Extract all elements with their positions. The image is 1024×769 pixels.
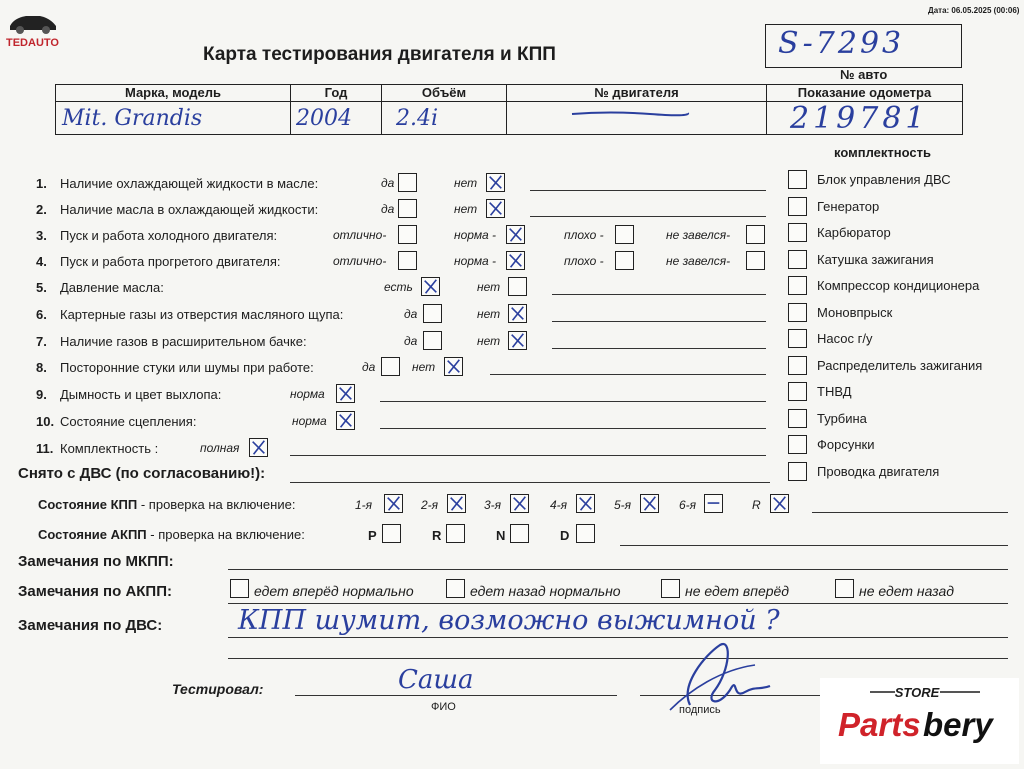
removed-label: Снято с ДВС (по согласованию!): xyxy=(18,465,266,482)
year-header: Год xyxy=(290,84,382,102)
akpp-remark-option: не едет вперёд xyxy=(685,583,790,599)
check-option-checkbox[interactable] xyxy=(508,331,527,350)
engine-number-dash xyxy=(570,108,690,120)
check-question: Посторонние стуки или шумы при работе: xyxy=(60,360,314,375)
check-option-checkbox[interactable] xyxy=(336,384,355,403)
check-question: Комплектность : xyxy=(60,441,159,456)
check-option-checkbox[interactable] xyxy=(506,251,525,270)
check-question: Давление масла: xyxy=(60,280,164,295)
check-question: Пуск и работа холодного двигателя: xyxy=(60,228,278,243)
check-number: 8. xyxy=(36,360,47,375)
akpp-remark-option: едет вперёд нормально xyxy=(254,583,414,599)
akpp-gear-checkbox[interactable] xyxy=(576,524,595,543)
make-value: Mit. Grandis xyxy=(62,106,203,131)
year-value: 2004 xyxy=(296,106,352,131)
check-question: Картерные газы из отверстия масляного щупа: xyxy=(60,307,344,322)
mkpp-remarks-label: Замечания по МКПП: xyxy=(18,553,174,570)
check-option-checkbox[interactable] xyxy=(423,304,442,323)
date-stamp: Дата: 06.05.2025 (00:06) xyxy=(928,6,1020,15)
fio-label: ФИО xyxy=(431,701,456,713)
completeness-item: Форсунки xyxy=(817,437,875,452)
check-option-checkbox[interactable] xyxy=(398,199,417,218)
kpp-gear-label: 4-я xyxy=(550,498,568,512)
completeness-checkbox[interactable] xyxy=(788,303,807,322)
completeness-item: Карбюратор xyxy=(817,225,891,240)
completeness-checkbox[interactable] xyxy=(788,435,807,454)
auto-number-value: S-7293 xyxy=(778,26,905,61)
completeness-checkbox[interactable] xyxy=(788,329,807,348)
check-option-checkbox[interactable] xyxy=(381,357,400,376)
completeness-item: ТНВД xyxy=(817,384,852,399)
kpp-gear-label: 3-я xyxy=(484,498,502,512)
check-option-label: не завелся- xyxy=(666,254,731,268)
check-comment-line xyxy=(380,428,766,429)
akpp-gear-checkbox[interactable] xyxy=(382,524,401,543)
check-number: 2. xyxy=(36,202,47,217)
check-question: Пуск и работа прогретого двигателя: xyxy=(60,254,281,269)
kpp-gear-label: 1-я xyxy=(355,498,373,512)
dvs-remarks-line xyxy=(228,637,1008,638)
check-number: 1. xyxy=(36,176,47,191)
dvs-remarks-label: Замечания по ДВС: xyxy=(18,617,163,634)
fio-line xyxy=(295,695,617,696)
check-number: 5. xyxy=(36,280,47,295)
make-header: Марка, модель xyxy=(55,84,291,102)
akpp-label xyxy=(38,527,305,542)
completeness-item: Катушка зажигания xyxy=(817,252,934,267)
check-comment-line xyxy=(380,401,766,402)
completeness-checkbox[interactable] xyxy=(788,276,807,295)
check-option-label: нет xyxy=(412,360,436,374)
check-option-checkbox[interactable] xyxy=(746,225,765,244)
check-option-checkbox[interactable] xyxy=(423,331,442,350)
akpp-remark-checkbox[interactable] xyxy=(661,579,680,598)
check-option-checkbox[interactable] xyxy=(746,251,765,270)
kpp-gear-checkbox[interactable] xyxy=(770,494,789,513)
kpp-gear-checkbox[interactable] xyxy=(576,494,595,513)
check-question: Состояние сцепления: xyxy=(60,414,197,429)
check-number: 4. xyxy=(36,254,47,269)
kpp-gear-label: R xyxy=(752,498,761,512)
removed-line xyxy=(290,482,770,483)
completeness-checkbox[interactable] xyxy=(788,223,807,242)
check-comment-line xyxy=(552,321,766,322)
check-option-label: не завелся- xyxy=(666,228,731,242)
check-comment-line xyxy=(490,374,766,375)
kpp-gear-checkbox[interactable] xyxy=(510,494,529,513)
odometer-value: 219781 xyxy=(790,101,929,136)
odometer-header: Показание одометра xyxy=(766,84,963,102)
kpp-gear-checkbox[interactable] xyxy=(704,494,723,513)
completeness-checkbox[interactable] xyxy=(788,250,807,269)
check-option-label: плохо - xyxy=(564,228,604,242)
check-option-checkbox[interactable] xyxy=(615,251,634,270)
akpp-label-suffix: - проверка на включение: xyxy=(146,527,305,542)
check-comment-line xyxy=(530,190,766,191)
completeness-checkbox[interactable] xyxy=(788,462,807,481)
partsbery-logo xyxy=(820,678,1019,764)
akpp-label-bold: Состояние АКПП xyxy=(38,527,147,542)
mkpp-remarks-line xyxy=(228,569,1008,570)
check-question: Дымность и цвет выхлопа: xyxy=(60,387,222,402)
check-option-label: нет xyxy=(477,307,501,321)
check-option-checkbox[interactable] xyxy=(249,438,268,457)
check-option-checkbox[interactable] xyxy=(421,277,440,296)
completeness-checkbox[interactable] xyxy=(788,382,807,401)
check-comment-line xyxy=(552,294,766,295)
check-option-label: норма - xyxy=(454,228,497,242)
kpp-label xyxy=(38,497,295,512)
svg-text:STORE: STORE xyxy=(894,685,940,700)
akpp-remark-option: едет назад нормально xyxy=(470,583,621,599)
completeness-item: Турбина xyxy=(817,411,867,426)
completeness-checkbox[interactable] xyxy=(788,409,807,428)
check-number: 6. xyxy=(36,307,47,322)
check-option-label: да xyxy=(404,307,418,321)
akpp-remark-checkbox[interactable] xyxy=(446,579,465,598)
check-number: 9. xyxy=(36,387,47,402)
akpp-gear-checkbox[interactable] xyxy=(446,524,465,543)
akpp-line xyxy=(620,545,1008,546)
check-option-checkbox[interactable] xyxy=(336,411,355,430)
kpp-gear-checkbox[interactable] xyxy=(640,494,659,513)
signature-scribble xyxy=(660,630,780,720)
akpp-remark-option: не едет назад xyxy=(859,583,954,599)
check-option-checkbox[interactable] xyxy=(398,225,417,244)
check-comment-line xyxy=(552,348,766,349)
check-comment-line xyxy=(290,455,766,456)
engine-number-header: № двигателя xyxy=(506,84,767,102)
check-option-checkbox[interactable] xyxy=(444,357,463,376)
akpp-remark-checkbox[interactable] xyxy=(835,579,854,598)
partsbery-logo-image xyxy=(820,678,1019,764)
kpp-gear-label: 5-я xyxy=(614,498,632,512)
check-number: 3. xyxy=(36,228,47,243)
check-option-label: да xyxy=(362,360,376,374)
check-option-label: есть xyxy=(384,280,413,294)
volume-value: 2.4i xyxy=(396,106,439,131)
kpp-label-bold: Состояние КПП xyxy=(38,497,138,512)
check-option-label: норма xyxy=(292,414,327,428)
car-icon xyxy=(4,6,62,36)
check-option-label: плохо - xyxy=(564,254,604,268)
completeness-item: Насос г/у xyxy=(817,331,873,346)
check-option-checkbox[interactable] xyxy=(506,225,525,244)
signature-label: подпись xyxy=(679,704,721,716)
check-option-checkbox[interactable] xyxy=(615,225,634,244)
check-option-checkbox[interactable] xyxy=(398,173,417,192)
completeness-checkbox[interactable] xyxy=(788,197,807,216)
akpp-gear-label: D xyxy=(560,528,570,543)
check-number: 7. xyxy=(36,334,47,349)
tested-label: Тестировал: xyxy=(172,681,264,697)
kpp-line xyxy=(812,512,1008,513)
completeness-item: Генератор xyxy=(817,199,880,214)
tedauto-logo-text: TEDAUTO xyxy=(6,37,59,49)
svg-text:Parts: Parts xyxy=(838,706,921,743)
akpp-gear-label: R xyxy=(432,528,442,543)
akpp-remarks-label: Замечания по АКПП: xyxy=(18,583,172,600)
kpp-label-suffix: - проверка на включение: xyxy=(137,497,296,512)
check-option-checkbox[interactable] xyxy=(398,251,417,270)
form-title: Карта тестирования двигателя и КПП xyxy=(203,44,556,65)
check-option-label: да xyxy=(381,202,395,216)
check-option-label: да xyxy=(404,334,418,348)
check-option-label: да xyxy=(381,176,395,190)
check-option-label: отлично- xyxy=(333,254,387,268)
akpp-remark-checkbox[interactable] xyxy=(230,579,249,598)
dvs-remarks-value: КПП шумит, возможно выжимной ? xyxy=(238,605,780,636)
dvs-remarks-line-2 xyxy=(228,658,1008,659)
check-option-label: норма xyxy=(290,387,325,401)
kpp-gear-label: 6-я xyxy=(679,498,697,512)
check-option-label: полная xyxy=(200,441,240,455)
completeness-item: Моновпрыск xyxy=(817,305,893,320)
check-option-label: отлично- xyxy=(333,228,387,242)
akpp-gear-label: N xyxy=(496,528,506,543)
completeness-checkbox[interactable] xyxy=(788,356,807,375)
check-number: 11. xyxy=(36,441,54,456)
check-option-label: нет xyxy=(477,334,501,348)
tested-value: Саша xyxy=(398,665,474,695)
completeness-item: Блок управления ДВС xyxy=(817,172,951,187)
check-option-checkbox[interactable] xyxy=(508,304,527,323)
check-option-checkbox[interactable] xyxy=(486,199,505,218)
check-option-label: нет xyxy=(454,202,478,216)
check-question: Наличие газов в расширительном бачке: xyxy=(60,334,307,349)
check-question: Наличие охлаждающей жидкости в масле: xyxy=(60,176,319,191)
completeness-item: Проводка двигателя xyxy=(817,464,940,479)
check-question: Наличие масла в охлаждающей жидкости: xyxy=(60,202,319,217)
auto-number-label: № авто xyxy=(840,67,888,82)
kpp-gear-label: 2-я xyxy=(421,498,439,512)
svg-text:bery: bery xyxy=(923,706,993,743)
check-option-checkbox[interactable] xyxy=(486,173,505,192)
check-number: 10. xyxy=(36,414,55,429)
completeness-item: Распределитель зажигания xyxy=(817,358,983,373)
check-option-checkbox[interactable] xyxy=(508,277,527,296)
check-option-label: нет xyxy=(454,176,478,190)
tedauto-logo xyxy=(4,6,62,54)
completeness-title: комплектность xyxy=(834,145,931,160)
check-option-label: нет xyxy=(477,280,501,294)
completeness-checkbox[interactable] xyxy=(788,170,807,189)
kpp-gear-checkbox[interactable] xyxy=(447,494,466,513)
check-option-label: норма - xyxy=(454,254,497,268)
volume-header: Объём xyxy=(381,84,507,102)
akpp-gear-checkbox[interactable] xyxy=(510,524,529,543)
akpp-gear-label: P xyxy=(368,528,377,543)
check-comment-line xyxy=(530,216,766,217)
completeness-item: Компрессор кондиционера xyxy=(817,278,980,293)
kpp-gear-checkbox[interactable] xyxy=(384,494,403,513)
